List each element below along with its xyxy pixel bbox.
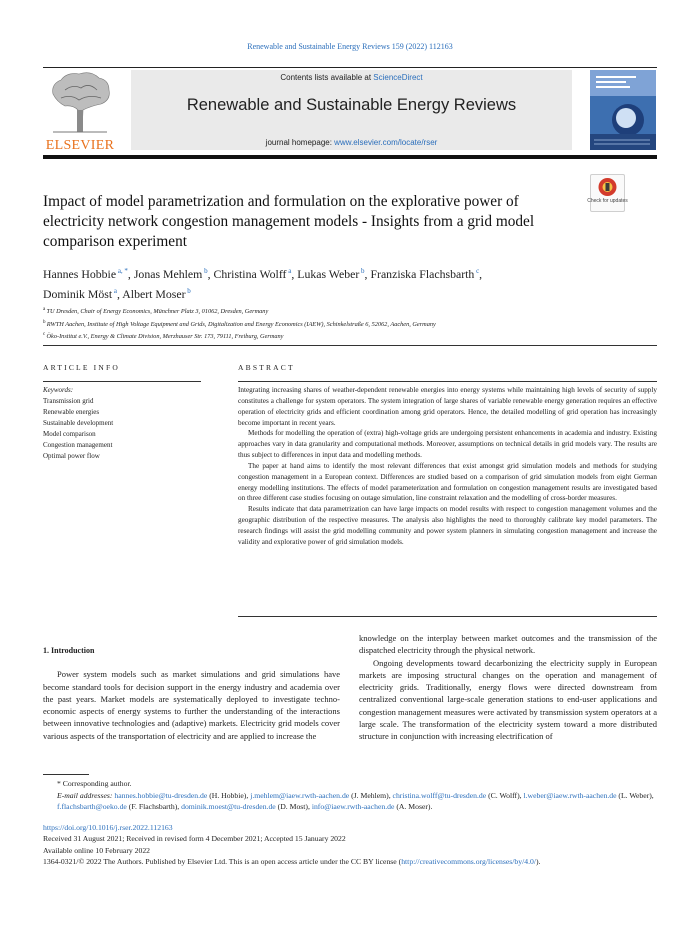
affiliation-line — [43, 318, 657, 331]
author-affiliation-mark[interactable]: a, * — [116, 267, 128, 275]
sciencedirect-link[interactable]: ScienceDirect — [373, 73, 423, 82]
email-link[interactable]: info@iaew.rwth-aachen.de — [311, 802, 395, 811]
abstract-top-rule — [238, 381, 657, 382]
author-name: Jonas Mehlem — [133, 266, 203, 281]
journal-homepage-link[interactable]: www.elsevier.com/locate/rser — [334, 138, 438, 147]
footnote-rule — [43, 774, 89, 775]
crossmark-label: Check for updates — [587, 198, 628, 204]
keywords-label: Keywords: — [43, 386, 74, 394]
affiliation-text: Öko-Institut e.V., Energy & Climate Division, Merzhauser Str. 173, 79111, Freiburg, Germany — [46, 333, 284, 341]
keyword: Transmission grid — [43, 397, 94, 405]
article-info-rule — [43, 381, 201, 382]
author-name: Albert Moser — [122, 286, 186, 301]
publication-info — [43, 822, 657, 868]
affiliation-line — [43, 330, 657, 343]
homepage-line — [131, 138, 572, 147]
journal-citation-link[interactable]: Renewable and Sustainable Energy Reviews 159 (2022) 112163 — [247, 42, 453, 51]
check-for-updates-badge[interactable] — [587, 174, 628, 212]
body-paragraph: Power system models such as market simulations and grid simulations have become standard tools for decision support in the energy industry and academia over the past years. Market models are systematically deployed to investigate techno-economic aspects of energy systems to further the understanding of the interactions between innovative technologies and (adaptive) markets. Electricity grid models cover various aspects of the transportation of electricity and are applied to increase the — [43, 669, 340, 741]
author-affiliation-mark[interactable]: a — [286, 267, 292, 275]
abstract-paragraph: Methods for modelling the operation of (extra) high-voltage grids are undergoing persistent enhancements in academia and industry. Existing approaches vary in data granularity and computational methods. Moreover, assumptions on technical details in grid models vary. The results are thus subject to differences in input data and modelling methods. — [238, 429, 657, 460]
license-link[interactable]: http://creativecommons.org/licenses/by/4.0/ — [401, 857, 536, 867]
contents-line — [131, 73, 572, 82]
available-online-date: Available online 10 February 2022 — [43, 845, 151, 855]
corresponding-author-text: Corresponding author. — [62, 779, 132, 788]
author-affiliation-mark[interactable]: b — [359, 267, 365, 275]
abstract-paragraph: Results indicate that data parametrization can have large impacts on model results with respect to congestion management volumes and the geographic distribution of the respective measures. The analysis also highlights the need to thoroughly calibrate key model parameters. The research findings will assist the grid modelling community and power system planners in simulating congestion management and increase the validity and explorative power of grid simulation models. — [238, 505, 657, 546]
received-dates: Received 31 August 2021; Received in revised form 4 December 2021; Accepted 15 January 2022 — [43, 834, 346, 844]
affiliation-mark: a — [43, 307, 47, 312]
email-owner: (D. Most), — [275, 802, 312, 811]
license-prefix: 1364-0321/© 2022 The Authors. Published by Elsevier Ltd. This is an open access article under the CC BY license ( — [43, 857, 402, 867]
keyword: Sustainable development — [43, 419, 114, 427]
section-heading: 1. Introduction — [43, 646, 95, 655]
body-right-column — [359, 632, 657, 743]
email-link[interactable]: l.weber@iaew.rwth-aachen.de — [523, 790, 617, 800]
asterisk-mark: * — [57, 779, 61, 788]
keyword: Congestion management — [43, 441, 113, 449]
body-paragraph: knowledge on the interplay between market outcomes and the transmission of the dispatched electricity through the physical network. — [359, 633, 657, 656]
keywords-block — [43, 385, 203, 462]
doi-link[interactable]: https://doi.org/10.1016/j.rser.2022.112163 — [43, 823, 173, 832]
masthead-bottom-rule — [43, 155, 657, 159]
journal-cover-image[interactable] — [590, 70, 656, 150]
affiliation-mark: b — [43, 319, 47, 325]
elsevier-wordmark: ELSEVIER — [45, 138, 115, 153]
abstract-body — [238, 385, 657, 548]
author-list: Hannes Hobbie $^{a, *}$, Jonas Mehlem $^b$, Christina Wolff $^a$, Lukas Weber $^b$, Franziska Flachsbarth $^c$, Dominik Möst $^a$, Albert Moser $^b$ — [43, 266, 483, 301]
email-owner: (C. Wolff), — [486, 790, 524, 800]
affiliation-line — [43, 305, 657, 318]
email-label: E-mail addresses: — [57, 790, 115, 800]
author-affiliation-mark[interactable]: b — [202, 267, 208, 275]
title-block-rule — [43, 345, 657, 346]
author-affiliation-mark[interactable]: b — [185, 286, 191, 295]
abstract-bottom-rule — [238, 616, 657, 617]
email-link[interactable]: dominik.moest@tu-dresden.de — [181, 802, 276, 811]
email-owner: (A. Moser). — [394, 802, 433, 811]
affiliations — [43, 305, 657, 343]
author-affiliation-mark[interactable]: a — [112, 286, 118, 295]
author-affiliation-mark[interactable]: c — [474, 267, 480, 275]
abstract-heading: ABSTRACT — [238, 363, 295, 372]
affiliation-text: RWTH Aachen, Institute of High Voltage Equipment and Grids, Digitalization and Energy Economics (IAEW), Schinkelstraße 6, 52062, Aachen, Germany — [46, 320, 436, 328]
license-line — [43, 856, 657, 867]
author-name: Franziska Flachsbarth — [370, 266, 475, 281]
affiliation-mark: c — [43, 332, 47, 338]
keyword: Model comparison — [43, 430, 96, 438]
homepage-prefix: journal homepage: — [265, 138, 335, 147]
author-name: Dominik Möst — [43, 286, 113, 301]
body-left-column — [43, 645, 340, 742]
email-owner: (J. Mehlem), — [349, 790, 393, 800]
author-name: Lukas Weber — [297, 266, 360, 281]
email-addresses — [43, 790, 657, 813]
contents-prefix: Contents lists available at — [280, 73, 374, 82]
affiliation-text: TU Dresden, Chair of Energy Economics, Münchner Platz 3, 01062, Dresden, Germany — [46, 308, 269, 316]
abstract-paragraph: The paper at hand aims to identify the most relevant differences that exist amongst grid simulation models and methods for studying congestion management in a European context. Differences are studied based on a comparison of grid simulation models from eight German energy modelling institutions. The effects of model parameterization and formulation on congestion management results are investigated based on three different case studies focusing on outage simulation, line constraint relaxation and the modelling of cross-border measures. — [238, 461, 657, 503]
author-name: Christina Wolff — [213, 266, 287, 281]
journal-title: Renewable and Sustainable Energy Reviews — [186, 96, 517, 114]
email-link[interactable]: f.flachsbarth@oeko.de — [57, 802, 127, 811]
email-link[interactable]: christina.wolff@tu-dresden.de — [392, 790, 487, 800]
email-owner: (H. Hobbie), — [207, 790, 251, 800]
author-name: Hannes Hobbie — [43, 266, 117, 281]
corresponding-author-note — [43, 778, 657, 790]
article-info-heading: ARTICLE INFO — [43, 363, 120, 372]
abstract-paragraph: Integrating increasing shares of weather-dependent renewable energies into energy systems while maintaining high levels of security of supply constitutes a challenge for system operators. The system integration of large shares of variable renewable energy generation requires an effective operation of electricity grids and efficient coordination among grid operators. Hence, the detailed modelling of grid operation has increasingly become important in recent years. — [238, 386, 657, 427]
license-suffix: ). — [536, 857, 541, 867]
keyword: Optimal power flow — [43, 452, 100, 460]
keyword: Renewable energies — [43, 408, 100, 416]
email-link[interactable]: j.mehlem@iaew.rwth-aachen.de — [250, 790, 350, 800]
body-paragraph: Ongoing developments toward decarbonizing the electricity supply in European markets are imposing structural changes on the operation and management of electricity grids. Traditionally, energy flows were directed downstream from centralized conventional large-scale generation stations to end-user applications and congestion management measures were activated by transmission system operators at a large scale. The transformation of the electricity system toward a more distributed structure in conjunction with increasing electrification of — [359, 657, 657, 742]
header-rule — [43, 67, 657, 68]
footnotes — [43, 778, 657, 813]
email-owner: (L. Weber), — [616, 790, 654, 800]
email-link[interactable]: hannes.hobbie@tu-dresden.de — [114, 790, 208, 800]
email-owner: (F. Flachsbarth), — [126, 802, 182, 811]
article-title: Impact of model parametrization and formulation on the explorative power of electricity network congestion management models - Insights from a grid model comparison experiment — [43, 193, 535, 250]
